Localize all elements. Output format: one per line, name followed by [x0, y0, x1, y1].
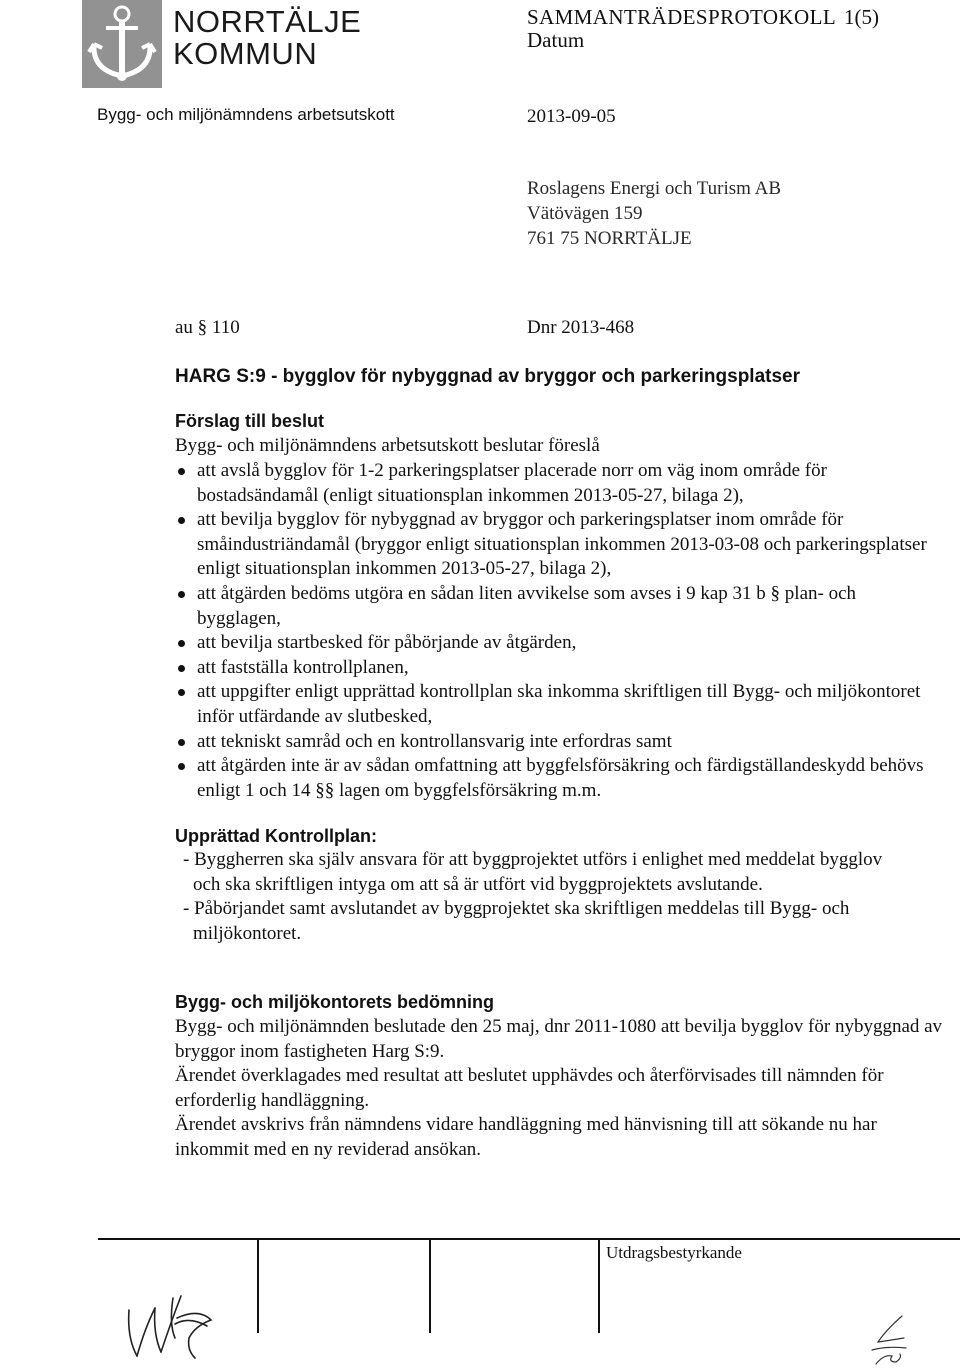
recipient-postal: 761 75 NORRTÄLJE [527, 228, 692, 249]
list-item [175, 897, 945, 946]
date-label: Datum [527, 28, 585, 52]
anchor-crest-icon [82, 0, 162, 88]
list-item [175, 848, 945, 897]
recipient-street: Vätövägen 159 [527, 203, 643, 224]
list-item: att avslå bygglov för 1-2 parkeringsplatser placerade norr om väg inom område för bostadsändamål (enligt situationsplan inkommen 2013-05-27, bilaga 2), [175, 459, 935, 508]
list-item-line: - Byggherren ska själv ansvara för att byggprojektet utförs i enlighet med meddelat bygglov [183, 849, 883, 870]
handwritten-mark-icon [862, 1310, 917, 1367]
municipality-name-line1: NORRTÄLJE [173, 4, 362, 39]
municipality-name-line2: KOMMUN [173, 36, 318, 71]
diary-number: Dnr 2013-468 [527, 317, 635, 338]
list-item-continuation: miljökontoret. [193, 922, 302, 944]
list-item: att bevilja startbesked för påbörjande av åtgärden, [175, 631, 935, 656]
assessment-heading: Bygg- och miljökontorets bedömning [175, 992, 494, 1012]
proposal-intro: Bygg- och miljönämndens arbetsutskott beslutar föreslå [175, 435, 600, 456]
list-item-continuation: och ska skriftligen intyga om att så är utfört vid byggprojektets avslutande. [193, 873, 763, 895]
assessment-paragraph: Bygg- och miljönämnden beslutade den 25 maj, dnr 2011-1080 att bevilja bygglov för nybyggnad av bryggor inom fastigheten Harg S:9. [175, 1016, 943, 1062]
meeting-date: 2013-09-05 [527, 106, 616, 127]
recipient-name: Roslagens Energi och Turism AB [527, 178, 782, 199]
proposal-heading: Förslag till beslut [175, 411, 325, 431]
proposal-list [175, 459, 935, 803]
list-item: att fastställa kontrollplanen, [175, 656, 935, 681]
list-item: att uppgifter enligt upprättad kontrollplan ska inkomma skriftligen till Bygg- och miljökontoret inför utfärdande av slutbesked, [175, 680, 935, 729]
footer-column-divider [257, 1238, 259, 1333]
certification-label: Utdragsbestyrkande [606, 1243, 742, 1262]
footer-column-divider [429, 1238, 431, 1333]
assessment-body [175, 1015, 945, 1162]
list-item: att åtgärden inte är av sådan omfattning att byggfelsförsäkring och färdigställandeskydd behövs enligt 1 och 14 §§ lagen om byggfelsförsäkring m.m. [175, 754, 935, 803]
assessment-paragraph: Ärendet överklagades med resultat att beslutet upphävdes och återförvisades till nämnden för erforderlig handläggning. [175, 1065, 884, 1111]
footer-column-divider [598, 1238, 600, 1333]
assessment-paragraph: Ärendet avskrivs från nämndens vidare handläggning med hänvisning till att sökande nu har inkommit med en ny reviderad ansökan. [175, 1114, 877, 1160]
list-item: att tekniskt samråd och en kontrollansvarig inte erfordras samt [175, 730, 935, 755]
list-item-line: - Påbörjandet samt avslutandet av byggprojektet ska skriftligen meddelas till Bygg- och [183, 898, 850, 919]
case-heading: HARG S:9 - bygglov för nybyggnad av bryggor och parkeringsplatser [175, 366, 800, 387]
document-title: SAMMANTRÄDESPROTOKOLL [527, 5, 837, 29]
page-number: 1(5) [844, 5, 879, 29]
list-item: att åtgärden bedöms utgöra en sådan liten avvikelse som avses i 9 kap 31 b § plan- och bygglagen, [175, 582, 935, 631]
control-plan-heading: Upprättad Kontrollplan: [175, 826, 377, 846]
footer-divider [98, 1238, 960, 1240]
committee-name: Bygg- och miljönämndens arbetsutskott [97, 105, 395, 124]
control-plan-list [175, 848, 945, 946]
list-item: att bevilja bygglov för nybyggnad av bryggor och parkeringsplatser inom område för småindustriändamål (bryggor enligt situationsplan inkommen 2013-03-08 och parkeringsplatser enligt situationsplan inkommen 2013-05-27, bilaga 2), [175, 508, 935, 582]
paragraph-reference: au § 110 [175, 317, 240, 338]
handwritten-initials-icon [115, 1268, 230, 1363]
